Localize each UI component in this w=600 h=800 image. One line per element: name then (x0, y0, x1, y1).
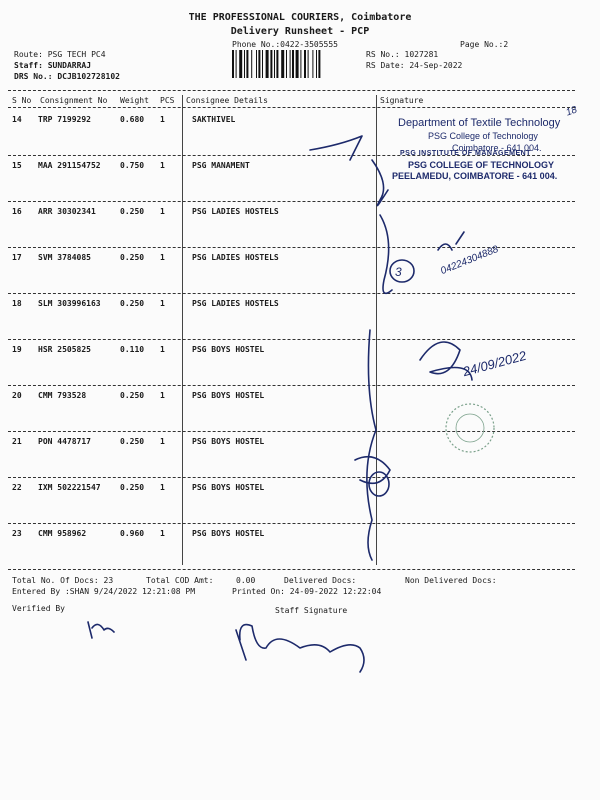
drs-number: DRS No.: DCJB102728102 (14, 72, 120, 81)
row-weight: 0.250 (120, 207, 145, 216)
row-consignment: HSR 2505825 (38, 345, 91, 354)
stamp-city: Coimbatore - 641 004. (452, 143, 542, 153)
rs-number: RS No.: 1027281 (366, 50, 439, 59)
col-consignment: Consignment No (40, 96, 108, 105)
row-pcs: 1 (160, 345, 165, 354)
stamp-psg-tech: PSG COLLEGE OF TECHNOLOGY (408, 160, 555, 170)
row-weight: 0.250 (120, 253, 145, 262)
round-seal (446, 404, 494, 452)
signature-row21-22 (355, 457, 390, 484)
row-sno: 19 (12, 345, 22, 354)
signature-row14 (310, 136, 362, 160)
document-title: Delivery Runsheet - PCP (230, 26, 370, 37)
verifier-initials (88, 622, 114, 638)
stamp-address: PEELAMEDU, COIMBATORE - 641 004. (392, 171, 558, 181)
row-consignee: PSG BOYS HOSTEL (192, 483, 265, 492)
signature-row16-18 (380, 215, 392, 293)
route: Route: PSG TECH PC4 (14, 50, 106, 59)
total-docs: Total No. Of Docs: 23 (12, 576, 114, 585)
row-sno: 21 (12, 437, 22, 446)
row-sno: 20 (12, 391, 22, 400)
row-weight: 0.750 (120, 161, 145, 170)
row-consignee: PSG BOYS HOSTEL (192, 345, 265, 354)
row-sno: 18 (12, 299, 22, 308)
handwritten-date: 24/09/2022 (461, 347, 528, 380)
phone-number: Phone No.:0422-3505555 (232, 40, 338, 49)
row-pcs: 1 (160, 529, 165, 538)
signature-row19 (420, 342, 472, 380)
non-delivered-docs: Non Delivered Docs: (405, 576, 497, 585)
staff-signature-mark (236, 630, 246, 660)
staff-signature-label: Staff Signature (275, 606, 348, 615)
handwritten-phone: 04224304888 (439, 243, 501, 278)
row-weight: 0.680 (120, 115, 145, 124)
initials-row17 (438, 232, 464, 250)
row-weight: 0.960 (120, 529, 145, 538)
staff: Staff: SUNDARRAJ (14, 61, 92, 70)
row-consignment: ARR 30302341 (38, 207, 96, 216)
stamp-department: Department of Textile Technology (398, 117, 561, 129)
row-consignee: PSG LADIES HOSTELS (192, 299, 279, 308)
page-number: Page No.:2 (460, 40, 509, 49)
row-sno: 15 (12, 161, 22, 170)
row-weight: 0.250 (120, 437, 145, 446)
row-sno: 23 (12, 529, 22, 538)
printed-on: Printed On: 24-09-2022 12:22:04 (232, 587, 382, 596)
total-cod-value: 0.00 (236, 576, 256, 585)
row-consignment: SLM 303996163 (38, 299, 101, 308)
row-weight: 0.110 (120, 345, 145, 354)
row-consignee: PSG BOYS HOSTEL (192, 391, 265, 400)
row-pcs: 1 (160, 391, 165, 400)
row-weight: 0.250 (120, 299, 145, 308)
total-cod-label: Total COD Amt: (146, 576, 214, 585)
row-consignment: CMM 958962 (38, 529, 87, 538)
row-consignee: SAKTHIVEL (192, 115, 236, 124)
signature-long-stroke (367, 330, 376, 560)
row-sno: 14 (12, 115, 22, 124)
row-weight: 0.250 (120, 483, 145, 492)
row-pcs: 1 (160, 483, 165, 492)
delivered-docs: Delivered Docs: (284, 576, 357, 585)
col-signature: Signature (380, 96, 424, 105)
row-consignment: IXM 502221547 (38, 483, 101, 492)
col-sno: S No (12, 96, 32, 105)
stamp-institute: PSG INSTITUTE OF MANAGEMENT (400, 150, 531, 157)
row-consignee: PSG BOYS HOSTEL (192, 437, 265, 446)
row-sno: 17 (12, 253, 22, 262)
row-pcs: 1 (160, 115, 165, 124)
row-consignment: MAA 291154752 (38, 161, 101, 170)
row-consignment: SVM 3784085 (38, 253, 91, 262)
row-sno: 16 (12, 207, 22, 216)
company-name: THE PROFESSIONAL COURIERS, Coimbatore (188, 12, 412, 23)
row-pcs: 1 (160, 161, 165, 170)
row-weight: 0.250 (120, 391, 145, 400)
row-pcs: 1 (160, 437, 165, 446)
row-pcs: 1 (160, 207, 165, 216)
row-sno: 22 (12, 483, 22, 492)
col-consignee: Consignee Details (186, 96, 268, 105)
stamp-college: PSG College of Technology (428, 131, 538, 141)
round-seal-inner (456, 414, 484, 442)
entered-by: Entered By :SHAN 9/24/2022 12:21:08 PM (12, 587, 196, 596)
handwritten-18: 18 (564, 104, 579, 119)
handwritten-circle-3: 3 (395, 265, 402, 279)
row-consignee: PSG BOYS HOSTEL (192, 529, 265, 538)
row-consignee: PSG MANAMENT (192, 161, 250, 170)
verified-by: Verified By (12, 604, 65, 613)
row-consignment: TRP 7199292 (38, 115, 91, 124)
col-pcs: PCS (160, 96, 175, 105)
col-weight: Weight (120, 96, 149, 105)
circle-mark (390, 260, 414, 282)
rs-date: RS Date: 24-Sep-2022 (366, 61, 463, 70)
row-consignment: PON 4478717 (38, 437, 91, 446)
staff-signature (240, 625, 364, 672)
row-consignee: PSG LADIES HOSTELS (192, 207, 279, 216)
row-pcs: 1 (160, 253, 165, 262)
row-consignee: PSG LADIES HOSTELS (192, 253, 279, 262)
row-consignment: CMM 793528 (38, 391, 87, 400)
signature-row15 (372, 160, 388, 206)
row-pcs: 1 (160, 299, 165, 308)
